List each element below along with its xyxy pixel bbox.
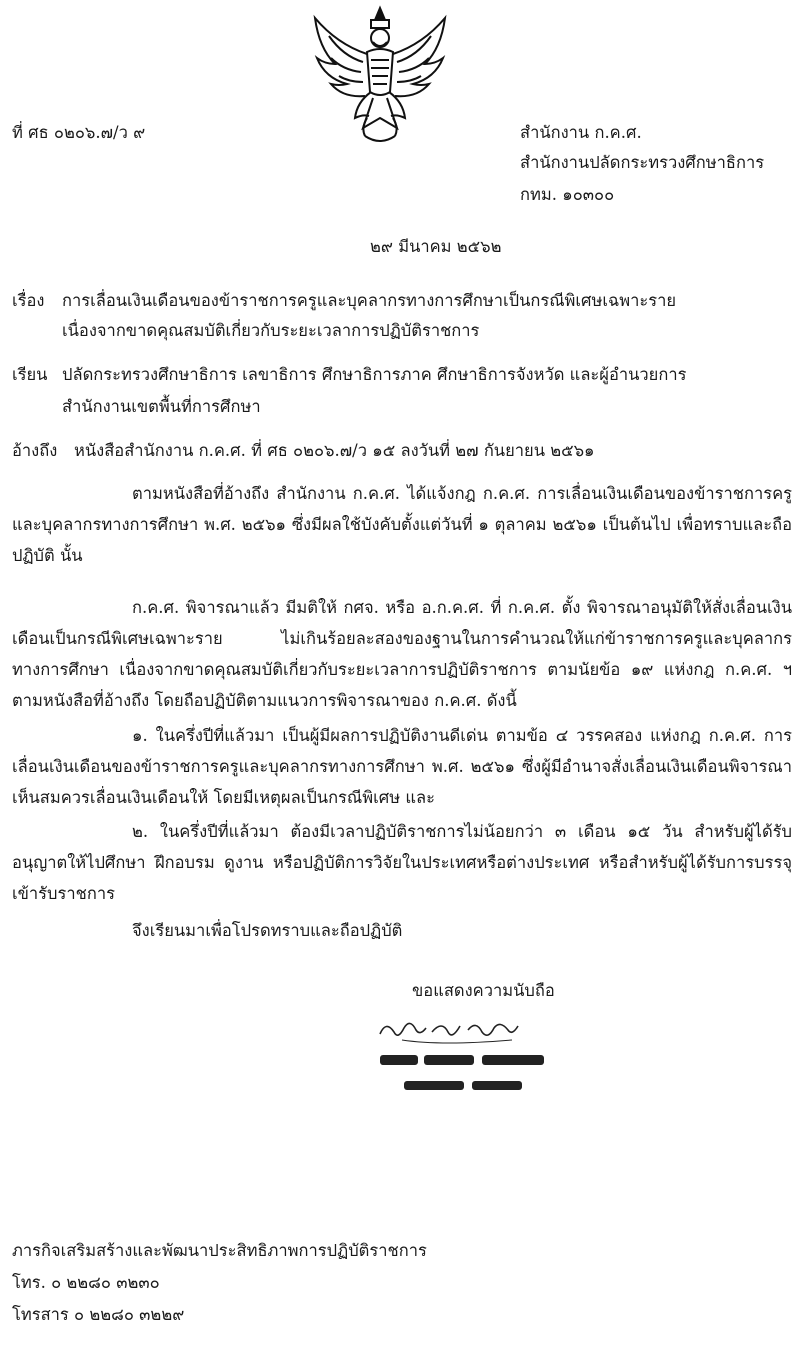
signatory-title-stamp-icon [400, 1076, 530, 1096]
body-item-2: ๒. ในครึ่งปีที่แล้วมา ต้องมีเวลาปฏิบัติราชการไม่น้อยกว่า ๓ เดือน ๑๕ วัน สำหรับผู้ได้รับอนุญาตให้ไปศึกษา ฝึกอบรม ดูงาน หรือปฏิบัติการวิจัยในประเทศหรือต่างประเทศ หรือสำหรับผู้ได้รับการบรรจุเข้ารับราชการ [12, 822, 792, 903]
signature-icon [372, 1012, 552, 1048]
office-department: สำนักงานปลัดกระทรวงศึกษาธิการ [520, 153, 765, 172]
letter-date: ๒๙ มีนาคม ๒๕๖๒ [370, 237, 502, 256]
closing-salutation: ขอแสดงความนับถือ [412, 981, 555, 1000]
addressee-line-1: ปลัดกระทรวงศึกษาธิการ เลขาธิการ ศึกษาธิการภาค ศึกษาธิการจังหวัด และผู้อำนวยการ [62, 365, 687, 384]
body-item-1: ๑. ในครึ่งปีที่แล้วมา เป็นผู้มีผลการปฏิบัติงานดีเด่น ตามข้อ ๔ วรรคสอง แห่งกฎ ก.ค.ศ. การเลื่อนเงินเดือนของข้าราชการครูและบุคลากรทางการศึกษา พ.ศ. ๒๕๖๑ ซึ่งผู้มีอำนาจสั่งเลื่อนเงินเดือนพิจารณาเห็นสมควรเลื่อนเงินเดือนให้ โดยมีเหตุผลเป็นกรณีพิเศษ และ [12, 726, 792, 807]
body-paragraph-2: ก.ค.ศ. พิจารณาแล้ว มีมติให้ กศจ. หรือ อ.ก.ค.ศ. ที่ ก.ค.ศ. ตั้ง พิจารณาอนุมัติให้สั่งเลื่อนเงินเดือนเป็นกรณีพิเศษเฉพาะราย ไม่เกินร้อยละสองของฐานในการคำนวณให้แก่ข้าราชการครูและบุคลากรทางการศึกษา เนื่องจากขาดคุณสมบัติเกี่ยวกับระยะเวลาการปฏิบัติราชการ ตามนัยข้อ ๑๙ แห่งกฎ ก.ค.ศ. ฯ ตามหนังสือที่อ้างถึง โดยถือปฏิบัติตามแนวการพิจารณาของ ก.ค.ศ. ดังนี้ [12, 598, 792, 710]
closing-request: จึงเรียนมาเพื่อโปรดทราบและถือปฏิบัติ [132, 921, 403, 940]
subject-line-1: การเลื่อนเงินเดือนของข้าราชการครูและบุคลากรทางการศึกษาเป็นกรณีพิเศษเฉพาะราย [62, 291, 677, 310]
addressee-label: เรียน [12, 365, 48, 384]
office-postcode: กทม. ๑๐๓๐๐ [520, 185, 615, 204]
footer-fax: โทรสาร ๐ ๒๒๘๐ ๓๒๒๙ [12, 1305, 185, 1324]
footer-department: ภารกิจเสริมสร้างและพัฒนาประสิทธิภาพการปฏิบัติราชการ [12, 1241, 427, 1260]
garuda-emblem-icon [305, 2, 455, 152]
subject-line-2: เนื่องจากขาดคุณสมบัติเกี่ยวกับระยะเวลาการปฏิบัติราชการ [62, 321, 480, 340]
signatory-name-stamp-icon [378, 1049, 548, 1071]
footer-phone: โทร. ๐ ๒๒๘๐ ๓๒๓๐ [12, 1273, 160, 1292]
body-paragraph-1: ตามหนังสือที่อ้างถึง สำนักงาน ก.ค.ศ. ได้แจ้งกฎ ก.ค.ศ. การเลื่อนเงินเดือนของข้าราชการครูและบุคลากรทางการศึกษา พ.ศ. ๒๕๖๑ ซึ่งมีผลใช้บังคับตั้งแต่วันที่ ๑ ตุลาคม ๒๕๖๑ เป็นต้นไป เพื่อทราบและถือปฏิบัติ นั้น [12, 484, 792, 565]
office-name: สำนักงาน ก.ค.ศ. [520, 123, 642, 142]
addressee-line-2: สำนักงานเขตพื้นที่การศึกษา [62, 397, 261, 416]
reference-text: หนังสือสำนักงาน ก.ค.ศ. ที่ ศธ ๐๒๐๖.๗/ว ๑๕ ลงวันที่ ๒๗ กันยายน ๒๕๖๑ [74, 441, 595, 460]
subject-label: เรื่อง [12, 291, 45, 310]
reference-number: ที่ ศธ ๐๒๐๖.๗/ว ๙ [12, 123, 146, 142]
reference-label: อ้างถึง [12, 441, 58, 460]
